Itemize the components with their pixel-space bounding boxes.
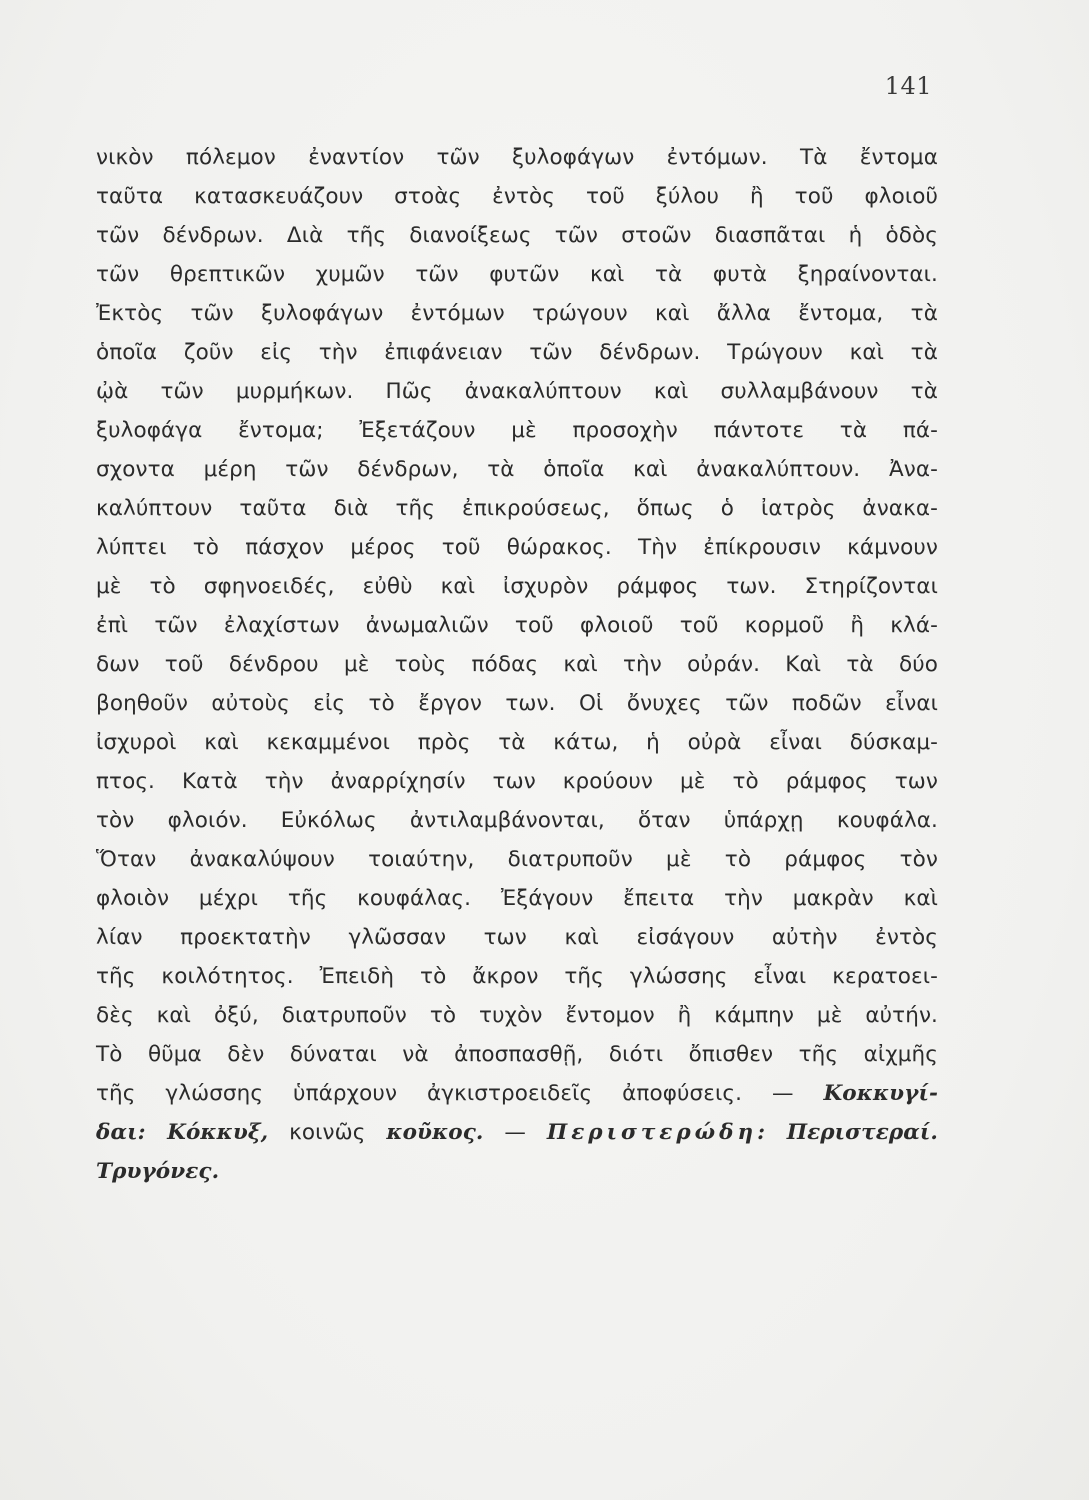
text-line: ἐπὶ τῶν ἐλαχίστων ἀνωμαλιῶν τοῦ φλοιοῦ τοῦ κορμοῦ ἢ κλά- — [96, 613, 938, 638]
taxon-heading: Περιστερώδη — [546, 1120, 758, 1145]
text-segment: — — [483, 1120, 547, 1145]
text-line: καλύπτουν ταῦτα διὰ τῆς ἐπικρούσεως, ὅπως ὁ ἰατρὸς ἀνακα- — [96, 496, 938, 521]
text-line: τῶν θρεπτικῶν χυμῶν τῶν φυτῶν καὶ τὰ φυτὰ ξηραίνονται. — [96, 262, 938, 287]
taxon-heading: : Περιστεραί. — [757, 1120, 938, 1145]
text-line-mixed — [96, 1113, 938, 1152]
text-line: ταῦτα κατασκευάζουν στοὰς ἐντὸς τοῦ ξύλου ἢ τοῦ φλοιοῦ — [96, 184, 938, 209]
text-line: νικὸν πόλεμον ἐναντίον τῶν ξυλοφάγων ἐντόμων. Τὰ ἔντομα — [96, 145, 938, 170]
text-line: λύπτει τὸ πάσχον μέρος τοῦ θώρακος. Τὴν ἐπίκρουσιν κάμνουν — [96, 535, 938, 560]
page-number: 141 — [884, 72, 932, 100]
text-line: ὁποῖα ζοῦν εἰς τὴν ἐπιφάνειαν τῶν δένδρων. Τρώγουν καὶ τὰ — [96, 340, 938, 365]
text-segment: τῆς γλώσσης ὑπάρχουν ἀγκιστροειδεῖς ἀποφύσεις. — — [96, 1081, 824, 1106]
text-line: Ὅταν ἀνακαλύψουν τοιαύτην, διατρυποῦν μὲ τὸ ράμφος τὸν — [96, 847, 938, 872]
text-line: βοηθοῦν αὐτοὺς εἰς τὸ ἔργον των. Οἱ ὄνυχες τῶν ποδῶν εἶναι — [96, 691, 938, 716]
text-line: ξυλοφάγα ἔντομα; Ἐξετάζουν μὲ προσοχὴν πάντοτε τὰ πά- — [96, 418, 938, 443]
text-line: δὲς καὶ ὀξύ, διατρυποῦν τὸ τυχὸν ἔντομον ἢ κάμπην μὲ αὐτήν. — [96, 1003, 938, 1028]
text-line: ᾠὰ τῶν μυρμήκων. Πῶς ἀνακαλύπτουν καὶ συλλαμβάνουν τὰ — [96, 379, 938, 404]
text-line-mixed — [96, 1152, 938, 1191]
common-name: κοῦκος. — [386, 1120, 484, 1145]
text-line: μὲ τὸ σφηνοειδές, εὐθὺ καὶ ἰσχυρὸν ράμφος των. Στηρίζονται — [96, 574, 938, 599]
text-line: σχοντα μέρη τῶν δένδρων, τὰ ὁποῖα καὶ ἀνακαλύπτουν. Ἀνα- — [96, 457, 938, 482]
text-segment: κοινῶς — [268, 1120, 387, 1145]
body-text — [96, 138, 938, 1191]
text-line: τὸν φλοιόν. Εὐκόλως ἀντιλαμβάνονται, ὅταν ὑπάρχῃ κουφάλα. — [96, 808, 938, 833]
text-line: πτος. Κατὰ τὴν ἀναρρίχησίν των κρούουν μὲ τὸ ράμφος των — [96, 769, 938, 794]
taxon-heading: Τρυγόνες. — [96, 1159, 220, 1184]
text-line: τῆς κοιλότητος. Ἐπειδὴ τὸ ἄκρον τῆς γλώσσης εἶναι κερατοει- — [96, 964, 938, 989]
text-line: λίαν προεκτατὴν γλῶσσαν των καὶ εἰσάγουν αὐτὴν ἐντὸς — [96, 925, 938, 950]
taxon-heading: δαι: Κόκκυξ, — [96, 1120, 269, 1145]
text-line-mixed — [96, 1074, 938, 1113]
text-line: τῶν δένδρων. Διὰ τῆς διανοίξεως τῶν στοῶν διασπᾶται ἡ ὁδὸς — [96, 223, 938, 248]
text-line: Τὸ θῦμα δὲν δύναται νὰ ἀποσπασθῇ, διότι ὄπισθεν τῆς αἰχμῆς — [96, 1042, 938, 1067]
text-line: ἰσχυροὶ καὶ κεκαμμένοι πρὸς τὰ κάτω, ἡ οὐρὰ εἶναι δύσκαμ- — [96, 730, 938, 755]
taxon-heading: Κοκκυγί- — [823, 1081, 938, 1106]
text-line: φλοιὸν μέχρι τῆς κουφάλας. Ἐξάγουν ἔπειτα τὴν μακρὰν καὶ — [96, 886, 938, 911]
text-line: δων τοῦ δένδρου μὲ τοὺς πόδας καὶ τὴν οὐράν. Καὶ τὰ δύο — [96, 652, 938, 677]
text-line: Ἐκτὸς τῶν ξυλοφάγων ἐντόμων τρώγουν καὶ ἄλλα ἔντομα, τὰ — [96, 301, 938, 326]
